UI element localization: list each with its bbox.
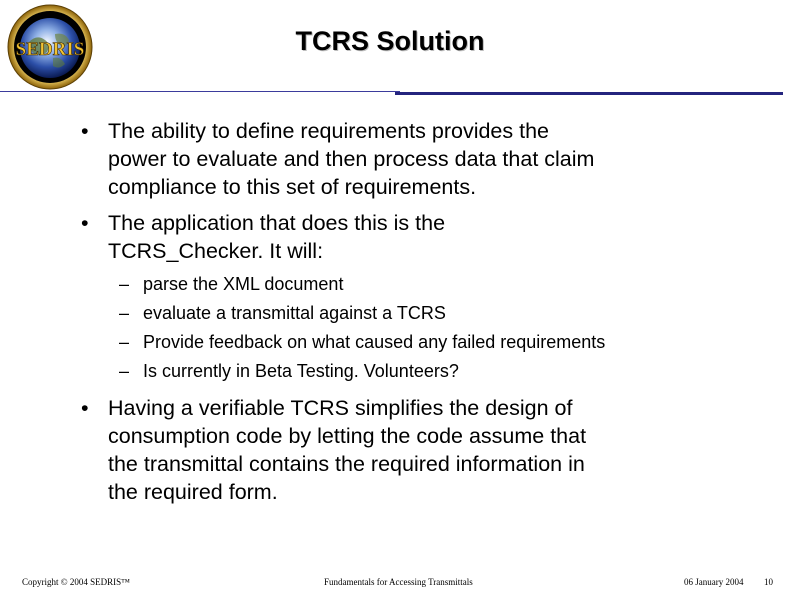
sub-item-2: evaluate a transmittal against a TCRS [143,303,446,323]
footer-date: 06 January 2004 [684,577,744,587]
sub-item-3: Provide feedback on what caused any failed requirements [143,332,606,352]
bullet-marker: • [81,119,89,143]
bullet-3-line-4: the required form. [108,480,278,504]
slide-title: TCRS Solution [295,26,485,56]
bullet-marker: • [81,396,89,420]
bullet-3-line-2: consumption code by letting the code assume that [108,424,587,448]
footer-copyright: Copyright © 2004 SEDRIS™ [22,577,130,587]
logo-text: SEDRIS [15,39,85,60]
footer-title: Fundamentals for Accessing Transmittals [324,577,473,587]
sub-marker: – [119,361,130,381]
bullet-1 [108,117,738,201]
bullet-1-line-1: The ability to define requirements provides the [108,119,549,143]
sub-marker: – [119,332,130,352]
footer-page-number: 10 [764,577,773,587]
bullet-3-line-1: Having a verifiable TCRS simplifies the design of [108,396,573,420]
bullet-1-line-2: power to evaluate and then process data that claim [108,147,595,171]
bullet-2-line-2: TCRS_Checker. It will: [108,239,324,263]
bullet-2-line-1: The application that does this is the [108,211,446,235]
sub-item-4: Is currently in Beta Testing. Volunteers? [143,361,459,381]
sub-item-1: parse the XML document [143,274,344,294]
bullet-1-line-3: compliance to this set of requirements. [108,175,477,199]
bullet-3 [108,394,738,506]
sub-marker: – [119,303,130,323]
bullet-marker: • [81,211,89,235]
sub-marker: – [119,274,130,294]
bullet-3-line-3: the transmittal contains the required information in [108,452,585,476]
bullet-2 [108,209,738,265]
